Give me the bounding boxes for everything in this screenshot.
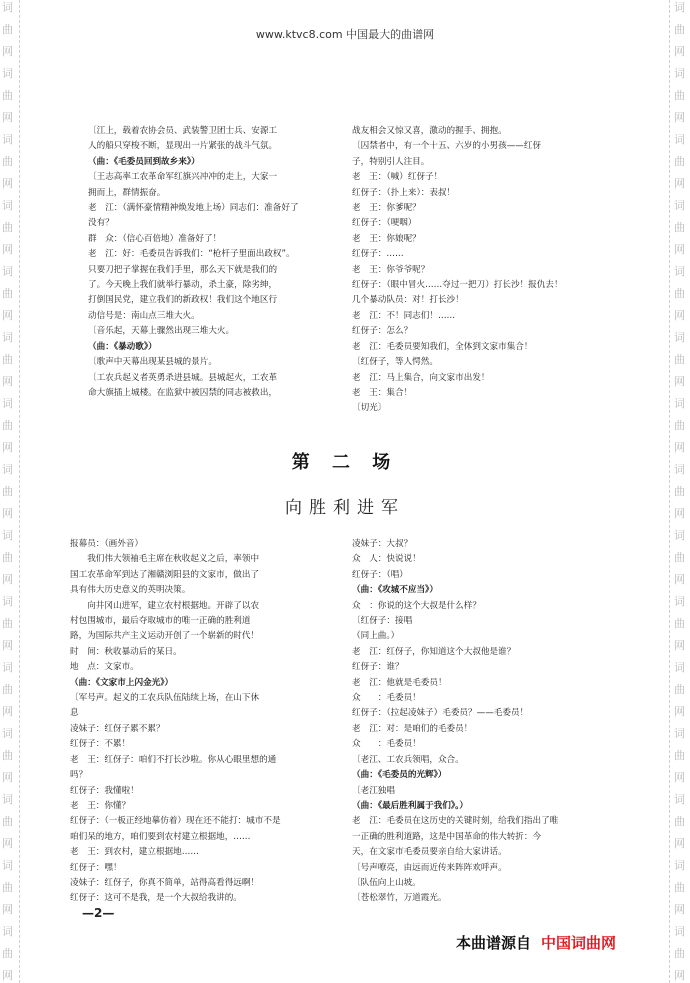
watermark-char: 网 (674, 639, 685, 652)
script-line: 〔江上，载着农协会员、武装警卫团士兵、安源工 (88, 126, 278, 136)
watermark-right (672, 0, 690, 983)
script-line: 〔工农兵起义者英勇杀进县城。县城起火，工农革 (88, 372, 278, 383)
watermark-char: 网 (2, 573, 13, 586)
script-line: 路，为国际共产主义运动开创了一个崭新的时代！ (70, 631, 260, 642)
watermark-char: 网 (2, 243, 13, 256)
script-line: 〔歌声中天幕出现某县城的景片。 (88, 357, 217, 368)
watermark-char: 曲 (2, 617, 13, 630)
watermark-char: 曲 (674, 23, 685, 36)
watermark-char: 曲 (674, 155, 685, 168)
lower-right-column (352, 537, 600, 907)
watermark-char: 曲 (674, 89, 685, 102)
script-line: 几个暴动队员：对！打长沙！ (352, 295, 464, 306)
watermark-char: 词 (674, 595, 685, 608)
watermark-char: 词 (2, 925, 13, 938)
script-line: 红伢子：（扑上来）：表叔！ (352, 187, 456, 198)
watermark-char: 词 (674, 199, 685, 212)
source-site: 中国词曲网 (541, 934, 617, 952)
watermark-char: 词 (2, 397, 13, 410)
watermark-char: 曲 (2, 23, 13, 36)
source-prefix: 本曲谱源自 (456, 934, 532, 952)
script-line: 老 王：（喊）红伢子！ (352, 172, 443, 183)
script-line: 〔苍松翠竹，万道霞光。 (352, 893, 447, 904)
script-line: 一正确的胜利道路，这是中国革命的伟大转折：今 (352, 831, 542, 842)
watermark-char: 曲 (674, 881, 685, 894)
script-line: 老 江：对：是咱们的毛委员！ (352, 723, 473, 734)
watermark-char: 网 (2, 507, 13, 520)
script-line: 群 众：（信心百倍地）准备好了！ (88, 233, 222, 244)
watermark-char: 网 (2, 837, 13, 850)
watermark-char: 曲 (2, 815, 13, 828)
script-line: 老 王：到农村，建立根据地…… (70, 847, 199, 858)
watermark-char: 网 (2, 903, 13, 916)
watermark-char: 词 (674, 67, 685, 80)
watermark-char: 网 (674, 507, 685, 520)
script-line: 只要刀把子掌握在我们手里，那么天下就是我们的 (88, 264, 278, 275)
watermark-char: 词 (2, 199, 13, 212)
watermark-char: 曲 (2, 881, 13, 894)
script-line: （曲：《最后胜利属于我们》。） (352, 800, 469, 811)
script-line: 老 江：毛委员在这历史的关键时刻，给我们指出了唯 (352, 816, 559, 827)
script-line: （曲：《毛委员回到故乡来》） (88, 156, 200, 167)
watermark-char: 词 (674, 133, 685, 146)
script-line: 向井冈山进军，建立农村根据地。开辟了以农 (70, 600, 260, 611)
watermark-char: 词 (2, 463, 13, 476)
script-line: 老 王：你爹呢？ (352, 203, 421, 214)
script-line: 村包围城市，最后夺取城市的唯一正确的胜利道 (70, 616, 251, 627)
watermark-char: 网 (674, 177, 685, 190)
script-line: 红伢子：（唱） (352, 569, 408, 580)
watermark-char: 网 (2, 441, 13, 454)
script-line: 众 ：你说的这个大叔是什么样？ (352, 600, 481, 611)
watermark-char: 网 (674, 441, 685, 454)
watermark-char: 曲 (674, 749, 685, 762)
script-line: 老 王：集合！ (352, 387, 413, 398)
watermark-char: 网 (674, 309, 685, 322)
watermark-char: 曲 (2, 287, 13, 300)
script-line: 〔王志高率工农革命军红旗兴冲冲的走上，大家一 (88, 172, 278, 183)
script-line: 〔囚禁者中，有一个十五、六岁的小男孩——红伢 (352, 141, 542, 152)
script-line: 了。今天晚上我们就举行暴动，杀土豪，除劣绅， (88, 280, 278, 291)
script-line: 老 江：毛委员要知我们，全体到文家市集合！ (352, 341, 533, 352)
page-number: —2— (82, 906, 115, 920)
script-line: 命大旗插上城楼。在监狱中被囚禁的同志被救出， (88, 387, 278, 398)
script-line: 老 江：（满怀豪情精神焕发地上场）同志们：准备好了 (88, 203, 299, 214)
watermark-char: 曲 (2, 485, 13, 498)
script-line: 红伢子：（一板正经地摹仿着）现在还不能打：城市不是 (70, 816, 281, 827)
script-line: 子，特别引人注目。 (352, 156, 430, 167)
watermark-char: 词 (674, 529, 685, 542)
script-line: 老 王：红伢子：咱们不打长沙啦。你从心眼里想的通 (70, 754, 277, 765)
lower-left-column (70, 537, 336, 907)
upper-left-column (88, 124, 340, 401)
watermark-char: 词 (674, 859, 685, 872)
script-line: 拥而上，群情振奋。 (88, 187, 166, 198)
script-line: （曲：《暴动歌》） (88, 341, 157, 352)
watermark-char: 网 (2, 111, 13, 124)
script-line: 时 间：秋收暴动后的某日。 (70, 646, 182, 657)
script-line: 老 江：他就是毛委员！ (352, 677, 447, 688)
site-header: www.ktvc8.com 中国最大的曲谱网 (255, 28, 435, 41)
watermark-char: 网 (2, 639, 13, 652)
script-line: 老 王：你娘呢？ (352, 233, 421, 244)
watermark-char: 词 (2, 67, 13, 80)
watermark-char: 网 (2, 309, 13, 322)
scene-subtitle: 向胜利进军 (285, 498, 405, 518)
script-line: 凌妹子：大叔？ (352, 539, 413, 549)
script-line: 吗？ (70, 770, 88, 781)
watermark-char: 曲 (674, 683, 685, 696)
script-line: 老 王：你爷爷呢？ (352, 264, 430, 275)
upper-right-column (352, 124, 600, 417)
watermark-char: 曲 (2, 155, 13, 168)
watermark-char: 词 (674, 397, 685, 410)
watermark-char: 词 (674, 661, 685, 674)
script-line: 老 江：不！同志们！…… (352, 310, 456, 321)
script-line: 打倒国民党，建立我们的新政权！我们这个地区行 (88, 295, 278, 306)
script-line: 天，在文家市毛委员要亲自给大家讲话。 (352, 847, 507, 858)
script-line: 〔音乐起，天幕上骤然出现三堆大火。 (88, 326, 235, 337)
watermark-char: 曲 (2, 353, 13, 366)
script-line: 咱们呆的地方，咱们要到农村建立根据地，…… (70, 831, 251, 842)
script-line: 红伢子：（拉起凌妹子）毛委员？——毛委员！ (352, 708, 529, 719)
script-line: 老 江：红伢子，你知道这个大叔他是谁？ (352, 646, 516, 657)
watermark-char: 曲 (674, 221, 685, 234)
script-line: 我们伟大领袖毛主席在秋收起义之后，率领中 (70, 554, 260, 565)
source-credit (456, 932, 616, 953)
watermark-char: 网 (2, 45, 13, 58)
watermark-char: 曲 (2, 221, 13, 234)
script-line: 红伢子：我懂啦！ (70, 785, 139, 796)
script-line: 报幕员：（画外音） (70, 539, 144, 549)
watermark-char: 曲 (2, 551, 13, 564)
script-line: 〔老江独唱 (352, 785, 395, 796)
script-line: 国工农革命军到达了湘赣浏阳县的文家市，做出了 (70, 569, 260, 580)
script-line: 〔红伢子：接唱 (352, 616, 413, 627)
watermark-char: 词 (2, 331, 13, 344)
watermark-char: 网 (674, 771, 685, 784)
script-line: 具有伟大历史意义的英明决策。 (70, 585, 191, 596)
watermark-char: 曲 (674, 485, 685, 498)
script-line: 红伢子：嘿！ (70, 862, 122, 873)
script-line: （曲：《毛委员的光辉》） (352, 770, 447, 781)
watermark-char: 曲 (674, 815, 685, 828)
script-line: 众 人：快说说！ (352, 554, 421, 565)
script-line: 〔队伍向上山坡。 (352, 877, 421, 888)
script-line: 〔切光〕 (352, 403, 387, 414)
watermark-char: 网 (674, 837, 685, 850)
script-line: 〔红伢子，等人愕然。 (352, 357, 438, 368)
watermark-char: 曲 (2, 419, 13, 432)
watermark-char: 网 (674, 969, 685, 982)
watermark-char: 词 (2, 265, 13, 278)
script-line: 红伢子：这可不是我，是一个大叔给我讲的。 (70, 893, 242, 904)
watermark-char: 曲 (674, 353, 685, 366)
watermark-left (0, 0, 18, 983)
script-line: 凌妹子：红伢子累不累？ (70, 723, 165, 734)
watermark-char: 网 (2, 177, 13, 190)
watermark-char: 词 (2, 859, 13, 872)
watermark-char: 网 (674, 243, 685, 256)
watermark-char: 曲 (2, 749, 13, 762)
script-line: 没有？ (88, 218, 114, 229)
script-line: （同上曲。） (352, 631, 400, 642)
watermark-char: 曲 (674, 617, 685, 630)
watermark-char: 曲 (674, 551, 685, 564)
watermark-char: 词 (2, 133, 13, 146)
script-line: 息 (70, 708, 79, 719)
watermark-char: 词 (2, 727, 13, 740)
watermark-char: 词 (674, 265, 685, 278)
watermark-char: 词 (674, 331, 685, 344)
script-line: 〔老江、工农兵领唱，众合。 (352, 754, 464, 765)
watermark-char: 网 (674, 111, 685, 124)
watermark-char: 网 (2, 705, 13, 718)
script-line: 老 江：好：毛委员告诉我们：“枪杆子里面出政权”。 (88, 249, 295, 260)
watermark-char: 词 (674, 463, 685, 476)
script-line: 众 ：毛委员！ (352, 739, 421, 750)
watermark-char: 词 (674, 1, 685, 14)
script-line: 凌妹子：红伢子，你真不简单，站得高看得远啊！ (70, 877, 260, 888)
script-line: 红伢子：不累！ (70, 739, 131, 750)
watermark-char: 词 (674, 925, 685, 938)
script-line: 红伢子：…… (352, 249, 404, 260)
scene-title: 第 二 场 (291, 452, 399, 473)
watermark-char: 曲 (2, 89, 13, 102)
watermark-char: 曲 (674, 947, 685, 960)
script-line: 众 ：毛委员！ (352, 693, 421, 704)
watermark-char: 网 (2, 375, 13, 388)
script-line: 红伢子：怎么？ (352, 326, 413, 337)
script-line: 地 点：文家市。 (70, 662, 139, 673)
script-line: 红伢子：（哽咽） (352, 218, 417, 229)
divider-left (19, 0, 20, 983)
watermark-char: 词 (2, 529, 13, 542)
watermark-char: 网 (674, 705, 685, 718)
watermark-char: 曲 (674, 287, 685, 300)
watermark-char: 网 (674, 375, 685, 388)
watermark-char: 网 (674, 45, 685, 58)
watermark-char: 网 (2, 771, 13, 784)
watermark-char: 曲 (674, 419, 685, 432)
watermark-char: 词 (2, 595, 13, 608)
watermark-char: 曲 (2, 947, 13, 960)
watermark-char: 网 (2, 969, 13, 982)
watermark-char: 词 (674, 727, 685, 740)
script-line: 战友相会又惊又喜，激动的握手、拥抱。 (352, 126, 507, 136)
watermark-char: 曲 (2, 683, 13, 696)
script-line: 〔军号声。起义的工农兵队伍陆续上场，在山下休 (70, 693, 260, 704)
watermark-char: 词 (2, 793, 13, 806)
script-line: 老 王：你懂？ (70, 800, 131, 811)
watermark-char: 词 (2, 661, 13, 674)
script-line: 红伢子：谁？ (352, 662, 404, 673)
script-line: （曲：《文家市上闪金光》） (70, 677, 174, 688)
script-line: 人的船只穿梭不断，显现出一片紧张的战斗气氛。 (88, 141, 278, 152)
watermark-char: 网 (674, 573, 685, 586)
watermark-char: 网 (674, 903, 685, 916)
script-line: 动信号是：南山点三堆大火。 (88, 310, 200, 321)
script-line: （曲：《攻城不应当》） (352, 585, 438, 596)
script-line: 红伢子：（眼中冒火……夺过一把刀）打长沙！报仇去！ (352, 280, 563, 291)
divider-right (669, 0, 670, 983)
script-line: 老 江：马上集合，向文家市出发！ (352, 372, 490, 383)
watermark-char: 词 (2, 1, 13, 14)
watermark-char: 词 (674, 793, 685, 806)
script-line: 〔号声嘹亮，由远而近传来阵阵欢呼声。 (352, 862, 507, 873)
